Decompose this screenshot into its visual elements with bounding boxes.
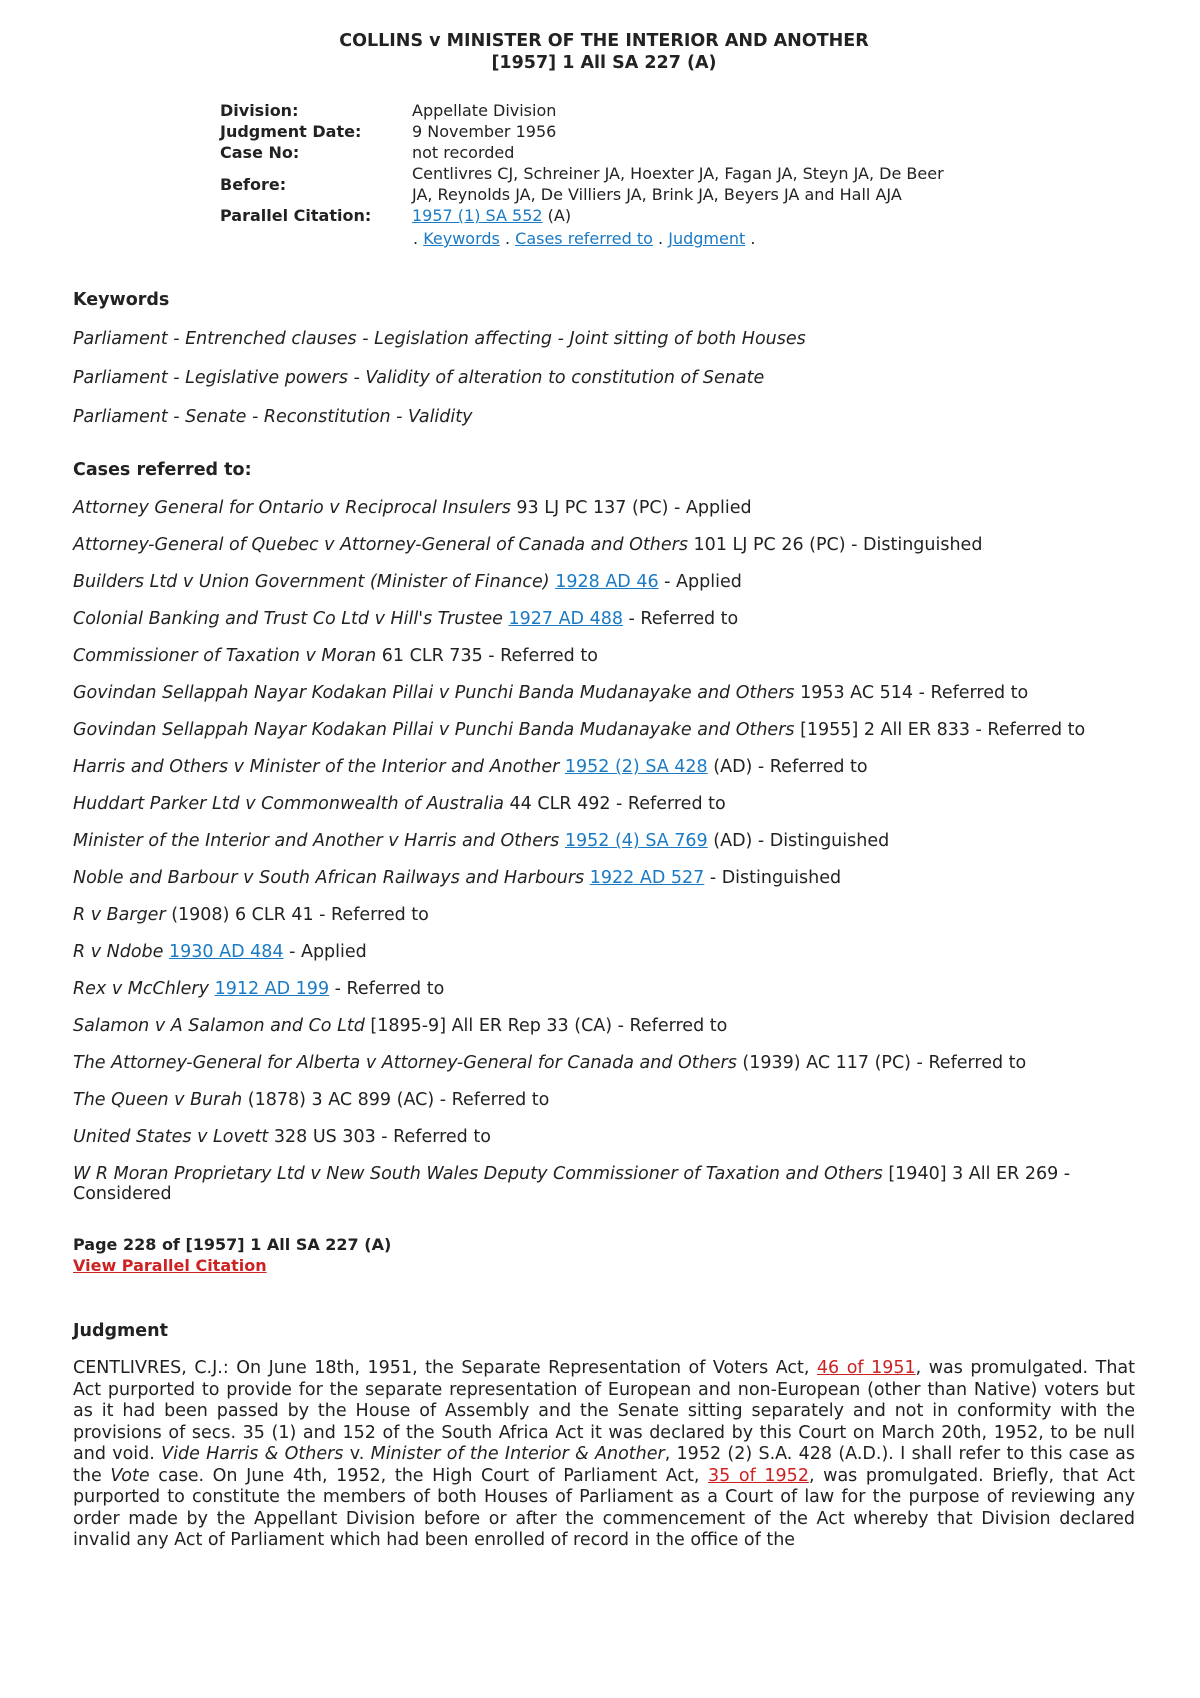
case-name: Govindan Sellappah Nayar Kodakan Pillai v Punchi Banda Mudanayake and Others xyxy=(73,720,795,740)
case-no-label: Case No: xyxy=(220,143,300,162)
case-name: R v Ndobe xyxy=(73,942,164,962)
case-citation-link[interactable]: 1928 AD 46 xyxy=(555,572,659,592)
judgment-text xyxy=(73,1358,1135,1552)
case-citation-text: [1940] 3 All ER 269 - Considered xyxy=(73,1164,1071,1204)
judgment-text-segment: , was promulgated. That Act purported to provide for the separate representation of European and non-European (other than Native) voters but as it had been passed by the House of Assembly and the Senate sitting separately and not in conformity with the provisions of secs. 35 (1) and 152 of the South Africa Act it was declared by this Court on March 20th, 1952, to be null and void. xyxy=(73,1358,1135,1464)
parallel-citation-label: Parallel Citation: xyxy=(220,206,372,225)
section-nav xyxy=(413,229,1135,249)
case-citation-text: [1955] 2 All ER 833 - Referred to xyxy=(794,720,1086,740)
judgment-text-italic: Vide Harris & Others xyxy=(161,1444,344,1464)
case-name: Salamon v A Salamon and Co Ltd xyxy=(73,1016,365,1036)
parallel-citation-suffix: (A) xyxy=(542,206,572,225)
meta-row-judgment-date xyxy=(220,121,967,142)
nav-separator: . xyxy=(658,229,664,248)
cases-list xyxy=(73,498,1135,1204)
case-item xyxy=(73,498,1135,518)
judgment-text-italic: Vote xyxy=(110,1465,150,1486)
judgment-date-value: 9 November 1956 xyxy=(412,122,557,141)
case-citation-text: - Applied xyxy=(658,572,742,592)
case-name: Noble and Barbour v South African Railways and Harbours xyxy=(73,868,585,888)
case-citation-text: (1878) 3 AC 899 (AC) - Referred to xyxy=(242,1090,550,1110)
case-item xyxy=(73,1164,1135,1204)
case-item xyxy=(73,609,1135,629)
case-citation-link[interactable]: 1922 AD 527 xyxy=(589,868,705,888)
keyword-item: Parliament - Entrenched clauses - Legislation affecting - Joint sitting of both Houses xyxy=(73,329,806,349)
judgment-heading: Judgment xyxy=(73,1321,168,1341)
view-parallel-citation-link[interactable]: View Parallel Citation xyxy=(73,1256,267,1275)
judgment-text-segment: , 1952 (2) S.A. 428 (A.D.). I shall refer to this case as the xyxy=(73,1444,1135,1486)
before-label: Before: xyxy=(220,174,287,194)
case-item xyxy=(73,757,1135,777)
case-citation-link[interactable]: 1927 AD 488 xyxy=(508,609,623,629)
case-item xyxy=(73,831,1135,851)
case-name: Colonial Banking and Trust Co Ltd v Hill's Trustee xyxy=(73,609,503,629)
case-name: Builders Ltd v Union Government (Minister of Finance) xyxy=(73,572,550,592)
case-citation-text: 44 CLR 492 - Referred to xyxy=(503,794,726,814)
case-name: United States v Lovett xyxy=(73,1127,269,1147)
keyword-item: Parliament - Senate - Reconstitution - Validity xyxy=(73,407,473,427)
act-link-35-of-1952[interactable]: 35 of 1952 xyxy=(708,1465,809,1486)
before-value: Centlivres CJ, Schreiner JA, Hoexter JA, Fagan JA, Steyn JA, De Beer JA, Reynolds JA, De Villiers JA, Brink JA, Beyers JA and Hall AJA xyxy=(412,164,944,204)
judgment-text-segment: CENTLIVRES, C.J.: On June 18th, 1951, the Separate Representation of Voters Act, xyxy=(73,1358,817,1378)
case-citation-text: (1908) 6 CLR 41 - Referred to xyxy=(165,905,429,925)
case-name: Huddart Parker Ltd v Commonwealth of Australia xyxy=(73,794,504,814)
case-citation-link[interactable]: 1952 (4) SA 769 xyxy=(564,831,708,851)
case-item xyxy=(73,1090,1135,1110)
parallel-citation-link[interactable]: 1957 (1) SA 552 xyxy=(412,206,543,225)
nav-separator: . xyxy=(504,229,511,248)
case-name: Commissioner of Taxation v Moran xyxy=(73,646,377,666)
case-citation-text: 328 US 303 - Referred to xyxy=(268,1127,491,1147)
case-name: Rex v McChlery xyxy=(73,979,209,999)
case-name: The Queen v Burah xyxy=(73,1090,243,1110)
case-name: Attorney General for Ontario v Reciprocal Insulers xyxy=(73,498,511,518)
case-item xyxy=(73,1127,1135,1147)
case-item xyxy=(73,868,1135,888)
case-citation-link[interactable]: 1930 AD 484 xyxy=(169,942,284,962)
page-reference-text: Page 228 of [1957] 1 All SA 227 (A) xyxy=(73,1235,392,1254)
case-citation-link[interactable]: 1912 AD 199 xyxy=(214,979,330,999)
meta-row-case-no xyxy=(220,142,967,163)
document-page xyxy=(73,30,1135,1552)
cases-heading: Cases referred to: xyxy=(73,460,252,480)
page-reference xyxy=(73,1234,1135,1276)
case-citation-text: 61 CLR 735 - Referred to xyxy=(376,646,598,666)
case-item xyxy=(73,683,1135,703)
case-citation-text: - Applied xyxy=(283,942,367,962)
case-name: Govindan Sellappah Nayar Kodakan Pillai v Punchi Banda Mudanayake and Others xyxy=(73,683,795,703)
keywords-heading: Keywords xyxy=(73,290,170,310)
case-citation-text: [1895-9] All ER Rep 33 (CA) - Referred to xyxy=(364,1016,728,1036)
case-name: W R Moran Proprietary Ltd v New South Wales Deputy Commissioner of Taxation and Others xyxy=(73,1164,883,1184)
judgment-text-segment: v. xyxy=(343,1444,371,1464)
case-citation-link[interactable]: 1952 (2) SA 428 xyxy=(564,757,708,777)
case-citation: [1957] 1 All SA 227 (A) xyxy=(491,53,717,73)
case-item xyxy=(73,979,1135,999)
case-citation-text: 101 LJ PC 26 (PC) - Distinguished xyxy=(687,535,983,555)
case-item xyxy=(73,720,1135,740)
case-citation-text: (AD) - Distinguished xyxy=(707,831,890,851)
case-item xyxy=(73,794,1135,814)
judgment-text-italic: Minister of the Interior & Another xyxy=(370,1444,665,1464)
case-citation-text: 1953 AC 514 - Referred to xyxy=(794,683,1029,703)
case-no-value: not recorded xyxy=(412,143,515,162)
case-item xyxy=(73,1053,1135,1073)
meta-row-before xyxy=(220,163,967,205)
keyword-item: Parliament - Legislative powers - Validity of alteration to constitution of Senate xyxy=(73,368,765,388)
case-name: The Attorney-General for Alberta v Attorney-General for Canada and Others xyxy=(73,1053,737,1073)
division-label: Division: xyxy=(220,101,299,120)
case-item xyxy=(73,1016,1135,1036)
case-citation-text: (AD) - Referred to xyxy=(707,757,868,777)
nav-keywords-link[interactable]: Keywords xyxy=(423,229,500,248)
case-item xyxy=(73,905,1135,925)
meta-row-division xyxy=(220,100,967,121)
case-citation-text: 93 LJ PC 137 (PC) - Applied xyxy=(510,498,752,518)
case-name: Attorney-General of Quebec v Attorney-General of Canada and Others xyxy=(73,535,688,555)
case-item xyxy=(73,572,1135,592)
case-metadata xyxy=(220,100,967,226)
case-citation-text: - Distinguished xyxy=(704,868,842,888)
nav-cases-link[interactable]: Cases referred to xyxy=(515,229,653,248)
nav-judgment-link[interactable]: Judgment xyxy=(668,229,746,248)
parallel-citation-value xyxy=(412,205,967,226)
act-link-46-of-1951[interactable]: 46 of 1951 xyxy=(816,1358,916,1378)
case-citation-text: - Referred to xyxy=(329,979,445,999)
judgment-text-segment: case. On June 4th, 1952, the High Court of Parliament Act, xyxy=(149,1465,709,1486)
nav-separator: . xyxy=(413,229,419,248)
case-item xyxy=(73,535,1135,555)
meta-row-parallel-citation xyxy=(220,205,967,226)
case-citation-text: (1939) AC 117 (PC) - Referred to xyxy=(736,1053,1027,1073)
nav-separator: . xyxy=(750,229,756,248)
case-item xyxy=(73,646,1135,666)
case-name: R v Barger xyxy=(73,905,166,925)
case-title: COLLINS v MINISTER OF THE INTERIOR AND ANOTHER xyxy=(339,31,869,51)
case-name: Harris and Others v Minister of the Interior and Another xyxy=(73,757,560,777)
judgment-date-label: Judgment Date: xyxy=(220,122,362,141)
case-citation-text: - Referred to xyxy=(622,609,739,629)
case-item xyxy=(73,942,1135,962)
judgment-text-segment: , was promulgated. Briefly, that Act purported to constitute the members of both Houses of Parliament as a Court of law for the purpose of reviewing any order made by the Appellant Division before or after the commencement of the Act whereby that Division declared invalid any Act of Parliament which had been enrolled of record in the office of the xyxy=(73,1465,1135,1550)
division-value: Appellate Division xyxy=(412,101,557,120)
case-name: Minister of the Interior and Another v Harris and Others xyxy=(73,831,560,851)
